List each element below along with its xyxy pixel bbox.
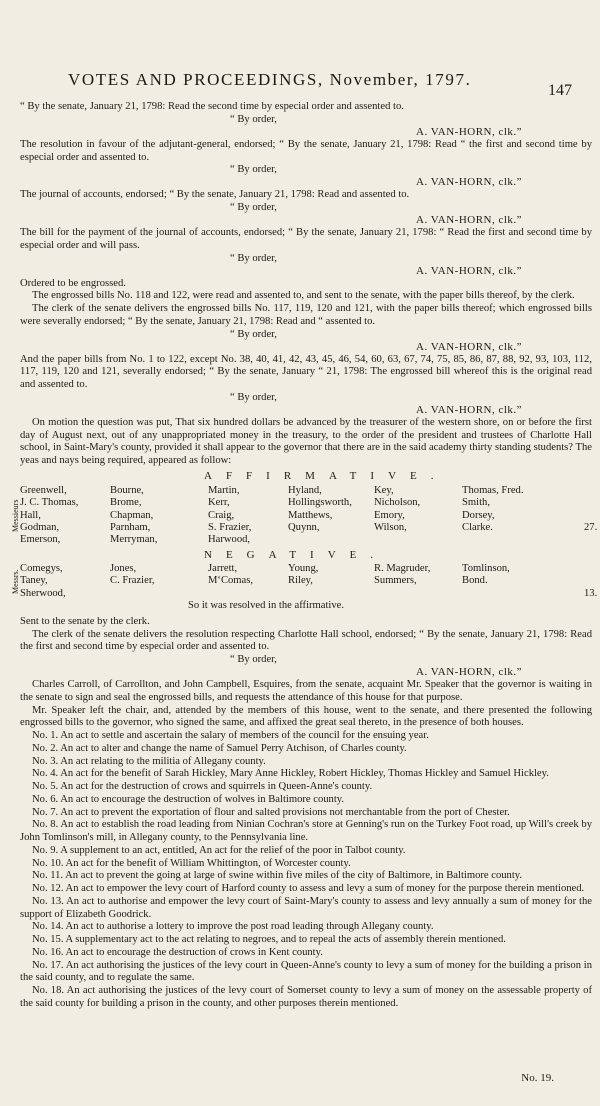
vote-row [20,563,592,575]
vote-name: Riley, [288,575,313,587]
messieurs-label: Messieurs [11,499,20,532]
signature-block [20,202,592,227]
act-item: No. 2. An act to alter and change the name of Samuel Perry Atchison, of Charles county. [32,742,407,754]
paragraph: Mr. Speaker left the chair, and, attended by the members of this house, went to the senate, and there presented the following engrossed bills to the governor, who signed the same, and affixed the great seal thereto, in the presence of both houses. [20,704,592,729]
act-item: No. 7. An act to prevent the exportation of flour and salted provisions not merchantable from the port of Chester. [32,806,510,818]
vote-name: Summers, [374,575,417,587]
vote-name: Quynn, [288,521,320,533]
signature-name: A. VAN-HORN, clk.” [416,340,523,353]
signature-block [20,654,592,679]
act-item: No. 5. An act for the destruction of crows and squirrels in Queen-Anne's county. [32,781,373,792]
negative-grid [20,562,598,600]
vote-name: Emerson, [20,534,61,546]
paragraph: “ By the senate, January 21, 1798: Read the second time by especial order and assented to. [20,101,404,112]
signature-order: “ By order, [230,164,277,176]
vote-name: Thomas, Fred. [462,484,524,496]
affirmative-total: 27. [584,521,598,533]
vote-name: Chapman, [110,509,154,521]
messrs-label: Messrs. [11,569,20,595]
affirmative-heading: AFFIRMATIVE. [204,469,448,482]
vote-name: Wilson, [374,521,407,533]
vote-name: Matthews, [288,509,333,521]
paragraph: Ordered to be engrossed. [20,277,126,289]
signature-order: “ By order, [230,113,277,125]
signature-order: “ By order, [230,328,277,340]
act-item: No. 11. An act to prevent the going at large of swine within five miles of the city of Baltimore, in Baltimore county. [32,870,523,882]
vote-row [20,534,592,546]
vote-record [11,469,598,616]
act-item: No. 4. An act for the benefit of Sarah Hickley, Mary Anne Hickley, Robert Hickley, Thomas Hickley and Samuel Hickley. [32,768,549,780]
signature-order: “ By order, [230,202,277,213]
act-item: No. 13. An act to authorise and empower the levy court of Saint-Mary's county to assess and levy annually a sum of money for the support of Elizabeth Goodrick. [20,895,592,920]
vote-name: Merryman, [110,534,158,546]
vote-row [20,497,592,509]
paragraph: On motion the question was put, That six hundred dollars be advanced by the treasurer of the western shore, on or before the first day of August next, out of any unappropriated money in the treasury, to the order of the president and trustees of Charlotte Hall school, in Saint-Mary's county, provided it shall appear to the governor that there are in the said academy thirty standing students? The yeas and nays being required, appeared as follow: [20,416,592,466]
vote-name: J. C. Thomas, [20,497,79,509]
vote-name: Clarke. [462,521,493,533]
vote-name: Young, [288,562,319,574]
signature-block [20,253,592,278]
vote-name: Jarrett, [208,562,238,574]
act-item: No. 17. An act authorising the justices of the levy court in Queen-Anne's county to levy a sum of money for the building a prison in the said county, and to regulate the same. [20,959,592,984]
vote-name: Sherwood, [20,587,66,599]
vote-name: Kerr, [208,497,230,509]
vote-name: Nicholson, [374,497,421,509]
paragraph: The clerk of the senate delivers the resolution respecting Charlotte Hall school, endorsed; “ By the senate, January 21, 1798: Read the first and second time by especial order and assented to. [20,628,592,653]
vote-row [20,587,598,600]
paragraph: Charles Carroll, of Carrollton, and John Campbell, Esquires, from the senate, acquaint Mr. Speaker that the governor is waiting in the senate to sign and seal the engrossed bills, and requests the attendance of this house for that purpose. [20,679,592,703]
vote-name: Parnham, [110,521,151,533]
vote-name: Emory, [374,509,405,521]
vote-row [20,521,598,534]
signature-name: A. VAN-HORN, clk.” [416,264,523,277]
vote-name: Smith, [462,497,490,509]
paragraph: The journal of accounts, endorsed; “ By the senate, January 21, 1798: Read and assented to. [20,189,410,201]
vote-name: S. Frazier, [208,521,252,533]
paragraph: The clerk of the senate delivers the engrossed bills No. 117, 119, 120 and 121, with the paper bills thereof; which engrossed bills were severally endorsed; “ By the senate, January 21, 1798: Read and “ assented to. [20,303,592,327]
signature-order: “ By order, [230,391,277,403]
vote-name: Jones, [110,562,137,574]
page-number: 147 [548,82,572,99]
vote-name: Harwood, [208,534,251,546]
act-item: No. 3. An act relating to the militia of Allegany county. [32,755,266,767]
vote-result: So it was resolved in the affirmative. [188,599,345,611]
vote-row [20,510,592,522]
vote-name: Hall, [20,509,41,521]
act-item: No. 6. An act to encourage the destruction of wolves in Baltimore county. [32,793,345,805]
affirmative-grid [20,484,598,547]
paragraph: The bill for the payment of the journal of accounts, endorsed; “ By the senate, January 21, 1798: “ Read the first and second time by especial order and will pass. [20,227,592,251]
catchword: No. 19. [521,1072,554,1084]
vote-name: Tomlinson, [462,562,510,574]
vote-name: R. Magruder, [374,562,431,574]
act-item: No. 14. An act to authorise a lottery to improve the post road leading through Allegany county. [32,921,434,933]
page-header [0,70,600,99]
vote-row [20,575,592,587]
signature-block [20,164,592,189]
vote-name: Key, [374,484,394,496]
act-item: No. 18. An act authorising the justices of the levy court of Somerset county to levy a sum of money on the assessable property of the said county for building a prison in the county, and other purposes therein mentioned. [20,985,592,1009]
vote-name: Martin, [208,484,240,496]
signature-name: A. VAN-HORN, clk.” [416,214,523,226]
act-item: No. 12. An act to empower the levy court of Harford county to assess and levy a sum of money for the purpose therein mentioned. [32,883,585,894]
act-item: No. 16. An act to encourage the destruction of crows in Kent county. [32,946,323,958]
signature-order: “ By order, [230,654,277,665]
act-item: No. 10. An act for the benefit of William Whittington, of Worcester county. [32,857,351,869]
vote-name: Greenwell, [20,484,67,496]
paragraph: And the paper bills from No. 1 to 122, except No. 38, 40, 41, 42, 43, 45, 46, 54, 60, 63, 67, 74, 75, 85, 86, 87, 88, 92, 93, 103, 112, 117, 119, 120 and 121, severally endorsed; “ By the senate, January “ 21, 1798: The engrossed bill whereof this is the original read and assented to. [20,353,592,390]
vote-name: Hyland, [288,484,322,496]
paragraph: The engrossed bills No. 118 and 122, were read and assented to, and sent to the senate, with the paper bills thereof, by the clerk. [32,290,575,302]
vote-row [20,485,592,497]
act-item: No. 1. An act to settle and ascertain the salary of members of the council for the ensuing year. [32,730,429,741]
act-item: No. 9. A supplement to an act, entitled, An act for the relief of the poor in Talbot county. [32,844,406,856]
vote-name: Brome, [110,497,142,509]
signature-name: A. VAN-HORN, clk.” [416,125,523,138]
signature-block [20,329,592,354]
vote-name: C. Frazier, [110,575,155,587]
negative-heading: NEGATIVE. [204,548,388,561]
page-body [11,101,598,1011]
vote-name: M‘Comas, [208,575,254,587]
running-title: VOTES AND PROCEEDINGS, November, 1797. [68,70,472,89]
vote-name: Craig, [208,509,235,521]
act-item: No. 15. A supplementary act to the act relating to negroes, and to repeal the acts of assembly therein mentioned. [32,934,506,945]
vote-name: Dorsey, [462,509,495,521]
signature-name: A. VAN-HORN, clk.” [416,176,523,189]
signature-block [20,114,592,139]
vote-name: Bourne, [110,484,144,496]
vote-name: Godman, [20,521,60,533]
vote-name: Hollingsworth, [288,497,352,509]
negative-total: 13. [584,587,598,599]
act-item: No. 8. An act to establish the road leading from Ninian Cochran's store at Genning's run on the Turkey Foot road, up Will's creek by John Tomlinson's mill, in Allegany county, to the Pennsylvania line. [20,819,592,843]
signature-name: A. VAN-HORN, clk.” [416,666,523,678]
signature-order: “ By order, [230,252,277,264]
vote-name: Comegys, [20,562,63,574]
paragraph: The resolution in favour of the adjutant-general, endorsed; “ By the senate, January 21, 1798: Read “ the first and second time by especial order and assented to. [20,138,592,163]
signature-block [20,392,592,417]
signature-name: A. VAN-HORN, clk.” [416,403,523,416]
vote-name: Bond. [462,575,488,587]
vote-name: Taney, [20,575,48,587]
paragraph: Sent to the senate by the clerk. [20,615,150,627]
